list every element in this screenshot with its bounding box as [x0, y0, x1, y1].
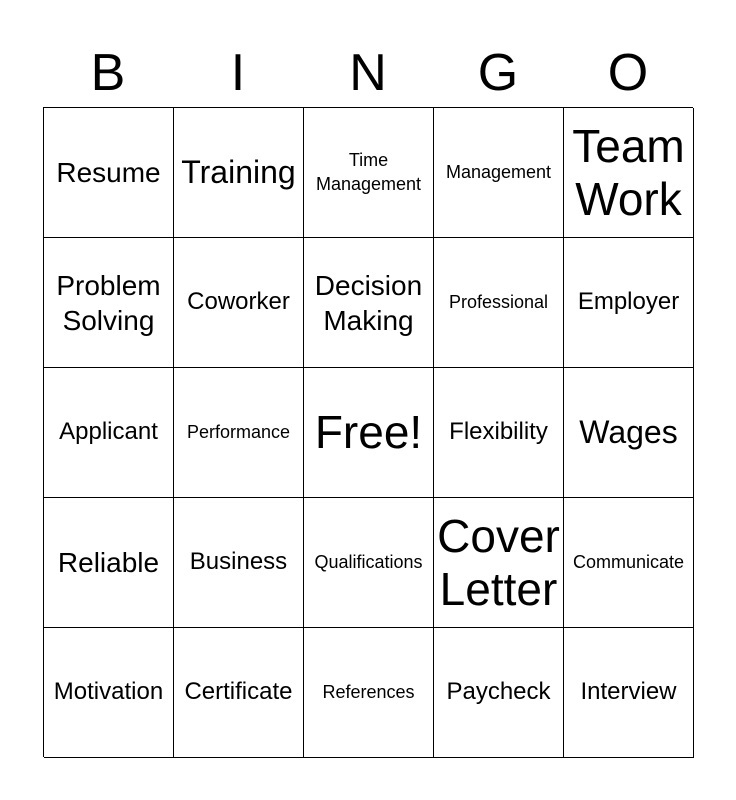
bingo-cell-text: Paycheck — [446, 678, 551, 706]
bingo-cell-text: Motivation — [53, 678, 164, 706]
bingo-cell[interactable] — [44, 628, 174, 758]
bingo-cell-text: Applicant — [59, 418, 158, 446]
bingo-cell[interactable] — [434, 628, 564, 758]
bingo-cell-text: Employer — [577, 288, 680, 316]
bingo-cell-text: Performance — [186, 421, 291, 442]
bingo-cell-text: Reliable — [57, 547, 160, 578]
bingo-cell[interactable] — [304, 628, 434, 758]
bingo-cell[interactable] — [44, 108, 174, 238]
bingo-cell[interactable] — [174, 628, 304, 758]
bingo-cell[interactable] — [564, 628, 694, 758]
bingo-cell[interactable] — [434, 108, 564, 238]
header-letter-o: O — [607, 44, 649, 102]
bingo-cell[interactable] — [304, 498, 434, 628]
bingo-cell-text: Flexibility — [449, 418, 548, 446]
bingo-cell-text: Qualifications — [314, 551, 423, 572]
bingo-cell[interactable] — [434, 498, 564, 628]
header-letter-g: G — [477, 44, 519, 102]
bingo-cell-text: Time Management — [315, 150, 422, 194]
bingo-header — [43, 40, 693, 106]
bingo-cell-text: Management — [445, 161, 552, 182]
bingo-cell[interactable] — [44, 238, 174, 368]
bingo-cell[interactable] — [304, 238, 434, 368]
header-letter-i: I — [230, 44, 246, 102]
bingo-cell[interactable] — [174, 238, 304, 368]
bingo-cell[interactable] — [174, 368, 304, 498]
bingo-cell[interactable] — [174, 108, 304, 238]
bingo-cell-text: Certificate — [184, 678, 293, 706]
header-letter-b: B — [90, 44, 126, 102]
bingo-cell[interactable] — [44, 498, 174, 628]
bingo-cell-text: Professional — [448, 291, 549, 312]
bingo-cell[interactable] — [44, 368, 174, 498]
header-letter-n: N — [349, 44, 387, 102]
bingo-cell-text: References — [322, 681, 415, 702]
bingo-cell[interactable] — [304, 108, 434, 238]
bingo-cell-text: Training — [181, 154, 296, 191]
bingo-cell-text: Team Work — [572, 119, 685, 225]
bingo-cell-text: Communicate — [572, 551, 685, 572]
bingo-cell-text: Cover Letter — [437, 509, 560, 615]
bingo-grid — [43, 107, 693, 757]
bingo-cell[interactable] — [564, 498, 694, 628]
bingo-cell[interactable] — [564, 368, 694, 498]
bingo-cell-text: Coworker — [187, 288, 290, 316]
bingo-cell-text: Decision Making — [314, 269, 423, 336]
bingo-cell-text: Problem Solving — [56, 269, 161, 336]
bingo-cell-text: Wages — [579, 414, 678, 451]
bingo-cell[interactable] — [564, 108, 694, 238]
bingo-cell[interactable] — [564, 238, 694, 368]
bingo-cell[interactable] — [434, 238, 564, 368]
bingo-cell-text: Resume — [56, 157, 161, 188]
bingo-cell[interactable] — [174, 498, 304, 628]
free-space-cell[interactable] — [304, 368, 434, 498]
bingo-cell-text: Interview — [580, 678, 677, 706]
bingo-cell-text: Business — [189, 548, 288, 576]
bingo-cell[interactable] — [434, 368, 564, 498]
free-space-text: Free! — [314, 406, 423, 459]
